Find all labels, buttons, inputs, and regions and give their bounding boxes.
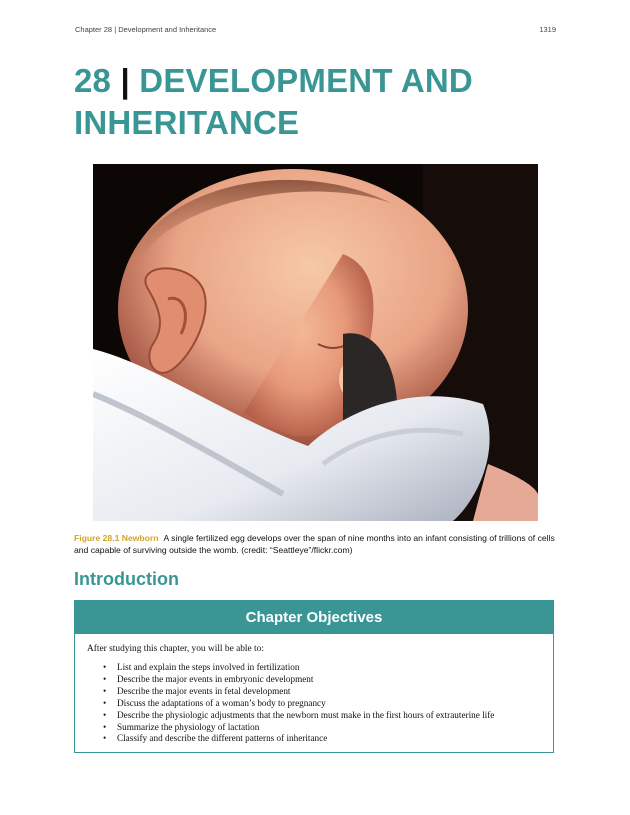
objective-item: • Discuss the adaptations of a woman’s body to pregnancy — [103, 698, 494, 710]
objective-item: • Describe the major events in embryonic development — [103, 674, 494, 686]
objectives-list — [103, 662, 494, 745]
page-number: 1319 — [539, 25, 556, 34]
objectives-intro: After studying this chapter, you will be able to: — [87, 644, 264, 654]
newborn-photo — [93, 164, 538, 521]
figure-caption — [74, 533, 558, 556]
objectives-header: Chapter Objectives — [75, 601, 553, 634]
objective-item: • Describe the major events in fetal development — [103, 686, 494, 698]
chapter-title-line1: DEVELOPMENT AND — [139, 62, 473, 99]
chapter-title — [74, 60, 574, 144]
objective-item: • Summarize the physiology of lactation — [103, 722, 494, 734]
figure-label: Figure 28.1 Newborn — [74, 533, 159, 543]
objective-item: • Describe the physiologic adjustments that the newborn must make in the first hours of extrauterine life — [103, 710, 494, 722]
running-head-chapter: Chapter 28 | Development and Inheritance — [75, 25, 217, 34]
objective-item: • Classify and describe the different patterns of inheritance — [103, 733, 494, 745]
objective-item: • List and explain the steps involved in fertilization — [103, 662, 494, 674]
title-separator: | — [120, 62, 130, 99]
chapter-number: 28 — [74, 62, 112, 99]
chapter-objectives-box — [74, 600, 554, 753]
chapter-title-line2: INHERITANCE — [74, 104, 300, 141]
figure-caption-text: A single fertilized egg develops over the span of nine months into an infant consisting of trillions of cells and capable of surviving outside the womb. (credit: “Seattleye”/flickr.com) — [74, 533, 555, 555]
running-head — [75, 25, 556, 37]
section-title: Introduction — [74, 569, 179, 589]
